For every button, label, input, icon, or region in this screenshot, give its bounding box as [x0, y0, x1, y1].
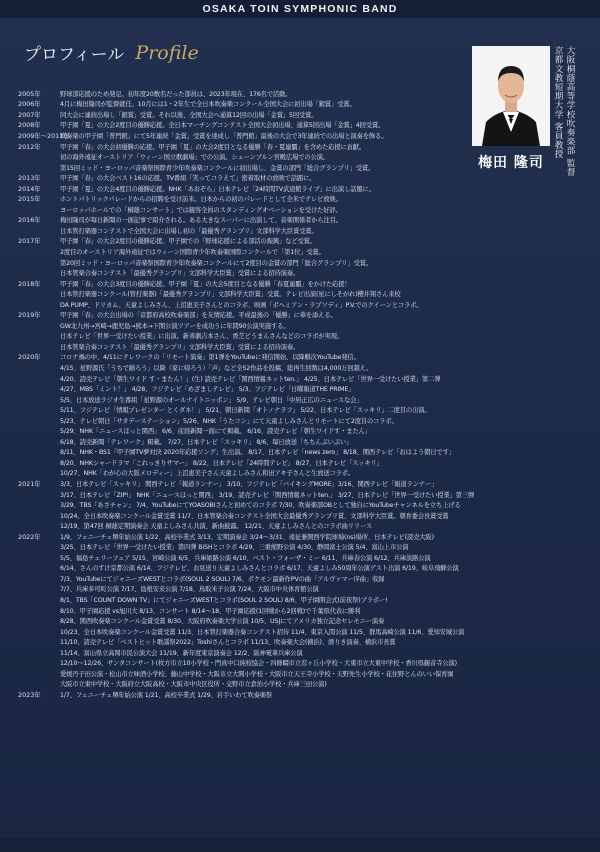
profile-heading	[24, 40, 199, 70]
timeline-text: 12/10～12/26、サンタコンサート(枚方市立10小学校・門真中口純校協会・四條畷市立忍ヶ丘小学校・大東市立大東中学校・香川県観音寺公演)	[60, 660, 457, 668]
timeline-entry	[18, 626, 588, 637]
timeline-text: 甲子園「春」の大会2度目の優勝応援。甲子園での「野球応援による部活の振興」など受賞。	[60, 238, 316, 246]
timeline-entry	[18, 478, 588, 489]
timeline-entry	[18, 394, 588, 405]
timeline-text: 8/20、NHKシャードラマ「これっきりサマー」 8/22、日本テレビ「24時間テレビ」 8/27、日本テレビ「スッキリ」	[60, 459, 383, 467]
timeline-text: 梅田隆司が毎日新聞の一面記事で紹介される。ある大きなスーパーに出演して、音楽関係者から注目。	[60, 217, 343, 225]
timeline-entry	[18, 415, 588, 426]
timeline-entry	[18, 594, 588, 605]
timeline-year: 2021年	[18, 480, 41, 488]
timeline-text: 10/27、NHK「わが心の大阪メロディー」上沼恵美子さん天童よしみさん和田アキ子さんと生放送コラボ。	[60, 470, 355, 478]
timeline-text: 3/3、日本テレビ「スッキリ」 関西テレビ「報道ランナー」 3/10、フジテレビ「バイキングMORE」3/16、関西テレビ「報道ランナー」	[60, 481, 438, 488]
timeline-text: 6/14、さんのすけ京都公演 6/14、フジテレビ、お見送り天童よしみさんとコラボ 6/17、天童よしみ50周年公演ゲスト出演 6/19、岐阜飛騨公演	[60, 565, 459, 573]
timeline-text: 3/25、日本テレビ「世界一受けたい授業」第四弾 BiSHとコラボ 4/29、三重熊野公演 4/30、静岡富士公演 5/4、富山上市公演	[60, 544, 409, 552]
timeline-entry	[18, 215, 588, 226]
timeline-text: ホントパトリックパレードからの招聘を受け訪米。日本からの初のパレードとして全米でテレビ放映。	[60, 196, 342, 204]
timeline-entry	[18, 605, 588, 616]
timeline-text: 10/24、全日本吹奏楽コンクール金賞受賞 11/7、日本管楽合奏コンテスト全国大会最優秀グランプリ賞、文部科学大臣賞。朝育委会長賞受賞	[60, 512, 449, 520]
director-name: 梅田 隆司	[478, 155, 544, 171]
timeline-text: 11/14、富山県立高岡市民公演大会 11/19、新年度東京演奏会 12/2、阪神電車兵庫公演	[60, 649, 303, 657]
timeline-text: 愛媛丹子田公演・松山市立味酒小学校、藤山中学校・大阪市立大開小学校・大阪市立天王寺小学校・天野先生小学校・花住野とんのいい保育園	[60, 670, 454, 678]
timeline-text: 甲子園「春」の大会ベスト16の応援。TV番組「笑ってコラえて」密着取材の放映で話題に。	[60, 175, 316, 183]
timeline-entry	[18, 373, 588, 384]
timeline-entry	[18, 689, 588, 700]
timeline-entry	[18, 341, 588, 352]
timeline-text: 12/19、第47回 桐蔭定期演奏会 天童よしみさん共演、新曲披露。 12/21、天童よしみさんとのコラボ曲リリース	[60, 523, 373, 531]
timeline-entry	[18, 499, 588, 510]
director-name-block	[472, 150, 550, 172]
timeline-text: 日本管打楽器コンテストで全国大会に出場し初の「最優秀グランプリ」文部科学大臣賞受賞。	[60, 227, 318, 235]
timeline-year: 2022年	[18, 532, 41, 541]
timeline-entry	[18, 658, 588, 669]
timeline-entry	[18, 679, 588, 690]
timeline-entry	[18, 383, 588, 394]
timeline-entry	[18, 225, 588, 236]
timeline-text: 3/29、TBS「あさチャン」 7/4、YouTubeにてYOASOBIさんと初めてのコラボ 7/30、吹奏楽部OBとして独自にYouTubeチャンネルを立ち上げる	[60, 502, 461, 510]
band-name-header: OSAKA TOIN SYMPHONIC BAND	[0, 0, 600, 18]
timeline-entry	[18, 204, 458, 215]
timeline-entry	[18, 88, 458, 99]
timeline-text: 日本テレビ「世界一受けたい授業」に出演。新喜劇吉本さん、香芝どうまんさんなどのコラボが実現。	[60, 333, 344, 341]
timeline-entries	[18, 88, 475, 700]
timeline-entry	[18, 278, 588, 289]
timeline-year: 2015年	[18, 195, 41, 204]
timeline-year: 2017年	[18, 237, 41, 246]
timeline-text: 甲子園「春」の大会3度目の優勝応援。甲子園「夏」の大会5度目となる優勝「春夏連覇」をかけた応援！	[60, 280, 351, 288]
timeline-text: 5/11、フジテレビ「情報プレゼンター とくダネ！」 5/21、朝日新聞「オトノナラフ」 5/22、日本テレビ「スッキリ」二度目の出演。	[60, 407, 431, 415]
timeline-text: 8/1、TBS「COUNT DOWN TV」にてジャニーズWESTとコラボ(SOUL 2 SOUL) 8/6、甲子園開会式(前夜祭)ブラボー!	[60, 597, 388, 605]
timeline-entry	[18, 468, 588, 479]
timeline-text: 初の海外遠征オーストリア「ウィーン国立歌劇場」での公演。シェーンブルン宮殿広場での公演。	[60, 154, 329, 162]
bottom-band	[0, 838, 600, 852]
timeline-text: 第15回ミッド・ヨーロッパ音楽祭国際青少年吹奏楽コンクールに初出場し、金賞の部門「総合グランプリ」受賞。	[60, 164, 375, 172]
timeline-text: 日本管楽合奏コンテスト「最優秀グランプリ」文部科学大臣賞」受賞による招待演奏。	[60, 270, 300, 278]
timeline-text: 4/27、MBS「ミント！」 4/28、フジテレビ「めざましテレビ」 5/3、フジテレビ「日曜報道THE PRIME」	[60, 386, 355, 394]
director-portrait-photo	[472, 46, 550, 146]
timeline-entry	[18, 563, 588, 574]
timeline-text: 4月に梅田隆司が監督就任。10月には1・2年生で全日本吹奏楽コンクール全国大会に初出場「銀賞」受賞。	[60, 101, 356, 109]
timeline-text: 野球部応援のため発足。初年度20数名だった部員は、2023年現在、176名で活動。	[60, 90, 292, 98]
timeline-entry	[18, 447, 588, 458]
timeline-entry	[18, 288, 588, 299]
timeline-entry	[18, 436, 588, 447]
timeline-entry	[18, 362, 588, 373]
timeline-entry	[18, 584, 588, 595]
timeline-text: コロナ禍の中、4/11にテレワークの「リモート演奏」第1弾をYouTubeに発信開始、以降順次YouTube発信。	[60, 354, 360, 362]
timeline-entry	[18, 257, 588, 268]
timeline-year: 2005年	[18, 89, 41, 98]
portrait-illustration	[472, 46, 550, 146]
timeline-text: 8/10、甲子園応援 vs旭川大 8/13、コンサート 8/14～18、甲子園応援(1回戦から2回戦)で千葉県代表に勝利	[60, 607, 361, 615]
director-titles	[553, 46, 575, 196]
timeline-text: 5/23、テレビ朝日「サタデーステーション」5/26、NHK「うたコン」にて天童よしみさんとリモートにて2度目のコラボ。	[60, 417, 398, 425]
director-title-2: 京都文教短期大学 客員教授	[553, 46, 563, 159]
timeline-text: 甲子園「夏」の大会4度目の優勝応援。NHK「あおぞら」日本テレビ「24時間TV武道館ライブ」に出演し話題に。	[60, 185, 375, 193]
timeline-entry	[18, 404, 588, 415]
profile-title-script: Profile	[135, 41, 199, 64]
timeline-text: 日本管打楽器コンクール(管打楽器)「最優秀グランプリ」文部科学大臣賞」受賞。テレビ出演(星にしそがれ)櫻井翔さん来校	[60, 291, 401, 299]
director-title-1: 大阪桐蔭高等学校吹奏楽部 監督	[565, 46, 575, 177]
timeline-entry	[18, 299, 588, 310]
history-timeline	[18, 88, 475, 700]
timeline-year: 2012年	[18, 142, 41, 151]
timeline-text: DA PUMP、ドリカム、天童よしみさん、上沼恵美子さんとのコラボ、映画「ボヘミアン・ラプソディ」P.V.でのクイーンとコラボ。	[60, 301, 423, 309]
timeline-text: 5/29、NHK「ニュースほっと関西」 6/6、産経新聞一面にて掲載。 6/16、読売テレビ「朝生ワイドす・またん」	[60, 428, 371, 436]
timeline-text: 甲子園「春」の大会初優勝の応援。甲子園「夏」の大会2度目となる優勝「春・夏連覇」を含めた応援に貢献。	[60, 143, 366, 151]
timeline-entry	[18, 130, 458, 141]
timeline-entry	[18, 151, 458, 162]
timeline-year: 2016年	[18, 216, 41, 225]
timeline-entry	[18, 236, 588, 247]
timeline-entry	[18, 352, 588, 363]
timeline-entry	[18, 183, 458, 194]
timeline-text: 同大会に連続出場し「銀賞」受賞。それ以後、全国大会へ通算12回の出場「金賞」5回受賞。	[60, 111, 318, 119]
timeline-text: 甲子園「春」の大会出場の「京都府高校吹奏楽部」を友情応援。平成最後の「優勝」に華を添える。	[60, 312, 337, 320]
timeline-text: GW北九州→宮崎→鹿児島→熊本→下関公演ツアーを成功うに年間90公演実施する。	[60, 322, 290, 330]
timeline-entry	[18, 489, 588, 500]
timeline-text: ヨーロッパホールでの「桐蔭コンサート」では観客全員のスタンディングオベーションを受けた好評。	[60, 206, 342, 214]
timeline-year: 2009年～2011年	[18, 131, 70, 140]
timeline-entry	[18, 246, 588, 257]
timeline-entry	[18, 510, 588, 521]
timeline-text: 10/23、全日本吹奏楽コンクール金賞受賞 11/3、日本管打楽器合奏コンテスト招待 11/4、東京入間公演 11/5、群馬高崎公演 11/6、愛知安城公演	[60, 628, 465, 636]
timeline-text: 5/5、福島チェリーフェア 5/15、宮崎公演 6/5、兵庫姫路公演 6/10、ベスト・フォーザ・ミー 6/11、兵庫春公演 6/12、兵庫淡路公演	[60, 554, 431, 562]
timeline-entry	[18, 552, 588, 563]
timeline-entry	[18, 573, 588, 584]
timeline-text: 2度目のオーストリア海外遠征ではウィーン国際青少年吹奏楽国際コンクールで「第1位」受賞。	[60, 248, 325, 256]
timeline-entry	[18, 668, 588, 679]
timeline-year: 2014年	[18, 184, 41, 193]
timeline-entry	[18, 520, 588, 531]
timeline-text: 8/28、関西吹奏楽コンクール金賞受賞 8/30、大阪府吹奏楽大学公演 10/5、USJにてアメリカ独立記念セレモニー演奏	[60, 618, 385, 626]
timeline-entry	[18, 331, 588, 342]
timeline-text: 8/11、NHK・BS1「甲子園TV夢対決 2020年応援ソング」生出演。 8/17、日本テレビ「news zero」 8/18、関西テレビ「おはよう朝日です」	[60, 449, 455, 457]
timeline-entry	[18, 172, 458, 183]
timeline-text: 吹奏楽の甲子園「普門館」にて5年連続「金賞」受賞を達成し「普門館」最後の大会で3年連続での出場と演奏を飾る。	[60, 132, 388, 140]
timeline-entry	[18, 531, 588, 542]
timeline-entry	[18, 426, 588, 437]
timeline-year: 2013年	[18, 174, 41, 183]
timeline-entry	[18, 109, 458, 120]
timeline-text: 4/15、星野源氏「うちで踊ろう」以降（家に帰ろう）「声」など全52作品を投稿、総再生回数は4,000万回越え。	[60, 364, 373, 372]
timeline-entry	[18, 615, 588, 626]
timeline-text: 大阪市立東中学校・大阪府立大阪高校・大阪市中央区役所・交野市立倉治小学校・兵庫三田公演)	[60, 681, 327, 689]
timeline-text: 7/7、兵庫多可町公演 7/17、島根安来公演 7/18、鳥取米子公演 7/24、大阪市中央体育館公演	[60, 586, 319, 594]
timeline-entry	[18, 267, 588, 278]
timeline-text: 11/10、読売テレビ「ベストヒット歌謡祭2022」Toshiさんとコラボ 11/13、吹奏楽大会(横浜)、滑りき演奏、横浜市長賞	[60, 639, 396, 647]
timeline-text: 第20回ミッド・ヨーロッパ音楽祭国際青少年吹奏楽コンクールにて2度目の金賞の部門「総合グランプリ」受賞。	[60, 259, 373, 267]
timeline-year: 2007年	[18, 110, 41, 119]
timeline-year: 2023年	[18, 690, 41, 699]
timeline-year: 2008年	[18, 121, 41, 130]
timeline-entry	[18, 647, 588, 658]
timeline-text: 6/18、読売新聞「テレワーク」掲載。 7/27、日本テレビ「スッキリ」 8/6、毎日放送「ちちんぷいぷい」	[60, 438, 353, 446]
timeline-text: 1/7、フェニーチェ堺年始公演 1/21、高校卒業式 1/29、岩手いわて吹奏楽祭	[60, 691, 273, 699]
timeline-entry	[18, 457, 588, 468]
timeline-entry	[18, 141, 458, 152]
timeline-entry	[18, 542, 588, 553]
timeline-text: 甲子園「夏」の大会2度目の優勝応援。全日本マーチングコンテスト全国大会初出場、通算5回出場「金賞」4回受賞。	[60, 122, 385, 130]
timeline-text: 日本管楽合奏コンテスト「最優秀グランプリ」文部科学大臣賞」受賞による招待演奏。	[60, 343, 300, 351]
timeline-year: 2019年	[18, 311, 41, 320]
timeline-entry	[18, 309, 588, 320]
timeline-year: 2006年	[18, 100, 41, 109]
timeline-entry	[18, 320, 588, 331]
timeline-entry	[18, 193, 458, 204]
timeline-entry	[18, 162, 458, 173]
timeline-text: 7/3、YouTubeにてジャニーズWESTとコラボ(SOUL 2 SOUL) 7/6、ポケモン最新作PVの曲「アルヴァマー序曲」収録	[60, 575, 385, 583]
timeline-text: 5/5、日本放送ラジオ生番組「星野源のオールナイトニッポン」 5/9、テレビ朝日「中居正広のニュースな会」	[60, 396, 363, 404]
timeline-text: 4/20、読売テレビ「朝生ワイド す・またん！」(生) 読売テレビ「関西情報ネットten.」 4/25、日本テレビ「世界一受けたい授業」第二弾	[60, 375, 441, 383]
timeline-year: 2020年	[18, 353, 41, 362]
timeline-year: 2018年	[18, 279, 41, 288]
timeline-text: 3/17、日本テレビ「ZIP!」 NHK「ニュースほっと関西」 3/19、読売テレビ「関西情報ネットten.」 3/27、日本テレビ「世界一受けたい授業」第三弾	[60, 491, 475, 499]
timeline-entry	[18, 120, 458, 131]
profile-title-jp: プロフィール	[24, 45, 125, 65]
timeline-entry	[18, 99, 458, 110]
timeline-entry	[18, 636, 588, 647]
timeline-text: 1/9、フェニーチェ堺年始公演 1/22、高校卒業式 3/13、定期演奏会 3/24～3/31、遠征兼関西学院球場(ns)場所、日本テレビ(読売大阪)	[60, 533, 434, 541]
